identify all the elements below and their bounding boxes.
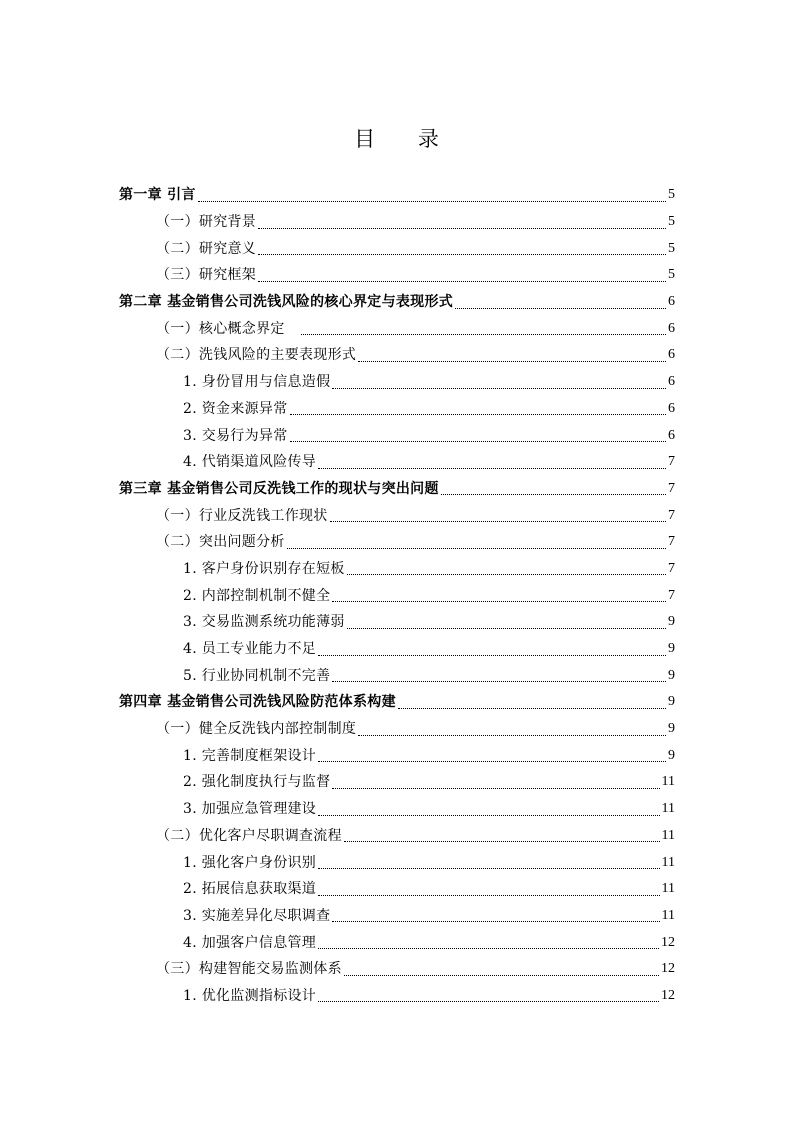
toc-page-number: 5 [668, 267, 675, 283]
toc-entry-label: 1. 强化客户身份识别 [183, 854, 317, 871]
toc-entry-label: （一）核心概念界定 [156, 320, 299, 337]
toc-dot-leader [198, 201, 666, 202]
toc-entry-label: （二）洗钱风险的主要表现形式 [156, 347, 357, 364]
toc-entry-label: 3. 实施差异化尽职调查 [183, 907, 331, 924]
toc-entry-label: 第四章 基金销售公司洗钱风险防范体系构建 [119, 694, 396, 711]
toc-subsection-entry[interactable] [119, 876, 675, 903]
toc-subsection-entry[interactable] [119, 582, 675, 609]
table-of-contents [119, 182, 675, 1009]
toc-page-number: 11 [661, 827, 675, 843]
toc-entry-label: 1. 客户身份识别存在短板 [183, 560, 345, 577]
toc-subsection-entry[interactable] [119, 983, 675, 1010]
toc-entry-label: （二）研究意义 [156, 240, 257, 257]
toc-dot-leader [332, 681, 666, 682]
toc-entry-label: （一）行业反洗钱工作现状 [156, 507, 328, 524]
toc-dot-leader [318, 815, 659, 816]
toc-page-number: 9 [668, 747, 675, 763]
toc-dot-leader [318, 1001, 659, 1002]
toc-dot-leader [398, 708, 666, 709]
toc-page-number: 6 [668, 427, 675, 443]
toc-page-number: 7 [668, 454, 675, 470]
toc-page-number: 11 [661, 774, 675, 790]
toc-entry-label: 2. 强化制度执行与监督 [183, 774, 331, 791]
toc-entry-label: 4. 代销渠道风险传导 [183, 454, 317, 471]
toc-dot-leader [332, 788, 659, 789]
toc-section-entry[interactable] [119, 956, 675, 983]
toc-page-number: 6 [668, 374, 675, 390]
toc-page-number: 5 [668, 214, 675, 230]
toc-dot-leader [287, 548, 666, 549]
toc-dot-leader [332, 601, 666, 602]
toc-section-entry[interactable] [119, 716, 675, 743]
toc-page-number: 5 [668, 240, 675, 256]
toc-subsection-entry[interactable] [119, 609, 675, 636]
toc-section-entry[interactable] [119, 342, 675, 369]
toc-dot-leader [290, 414, 666, 415]
toc-page-number: 11 [661, 881, 675, 897]
toc-page-number: 12 [661, 961, 675, 977]
toc-section-entry[interactable] [119, 823, 675, 850]
toc-entry-label: （三）研究框架 [156, 267, 257, 284]
toc-dot-leader [318, 868, 659, 869]
toc-subsection-entry[interactable] [119, 929, 675, 956]
page-title: 目 录 [354, 127, 457, 151]
toc-dot-leader [258, 228, 666, 229]
toc-section-entry[interactable] [119, 315, 675, 342]
toc-dot-leader [318, 655, 666, 656]
toc-dot-leader [441, 494, 666, 495]
toc-dot-leader [358, 735, 666, 736]
toc-entry-label: （一）研究背景 [156, 214, 257, 231]
toc-subsection-entry[interactable] [119, 796, 675, 823]
toc-page-number: 7 [668, 480, 675, 496]
toc-section-entry[interactable] [119, 529, 675, 556]
toc-dot-leader [344, 975, 659, 976]
toc-page-number: 7 [668, 587, 675, 603]
toc-section-entry[interactable] [119, 502, 675, 529]
toc-page-number: 9 [668, 667, 675, 683]
toc-dot-leader [344, 841, 660, 842]
toc-page-number: 11 [661, 907, 675, 923]
toc-subsection-entry[interactable] [119, 422, 675, 449]
toc-entry-label: 第三章 基金销售公司反洗钱工作的现状与突出问题 [119, 480, 439, 497]
toc-subsection-entry[interactable] [119, 396, 675, 423]
toc-section-entry[interactable] [119, 209, 675, 236]
toc-entry-label: （三）构建智能交易监测体系 [156, 961, 342, 978]
toc-chapter-entry[interactable] [119, 689, 675, 716]
toc-entry-label: 2. 拓展信息获取渠道 [183, 881, 317, 898]
toc-page-number: 11 [661, 801, 675, 817]
toc-page-number: 9 [668, 721, 675, 737]
toc-chapter-entry[interactable] [119, 476, 675, 503]
toc-page-number: 6 [668, 347, 675, 363]
toc-dot-leader [347, 628, 666, 629]
toc-entry-label: 1. 身份冒用与信息造假 [183, 374, 331, 391]
toc-page-number: 6 [668, 320, 675, 336]
toc-subsection-entry[interactable] [119, 556, 675, 583]
toc-page-number: 5 [668, 187, 675, 203]
toc-subsection-entry[interactable] [119, 369, 675, 396]
toc-entry-label: 1. 优化监测指标设计 [183, 987, 317, 1004]
toc-subsection-entry[interactable] [119, 636, 675, 663]
toc-dot-leader [332, 388, 666, 389]
toc-subsection-entry[interactable] [119, 662, 675, 689]
toc-entry-label: 1. 完善制度框架设计 [183, 747, 317, 764]
toc-dot-leader [318, 761, 666, 762]
toc-entry-label: 2. 内部控制机制不健全 [183, 587, 331, 604]
toc-dot-leader [330, 521, 666, 522]
toc-page-number: 9 [668, 641, 675, 657]
toc-dot-leader [455, 308, 666, 309]
toc-page-number: 7 [668, 507, 675, 523]
toc-subsection-entry[interactable] [119, 449, 675, 476]
toc-entry-label: 4. 加强客户信息管理 [183, 934, 317, 951]
toc-entry-label: 2. 资金来源异常 [183, 400, 288, 417]
toc-dot-leader [258, 281, 666, 282]
toc-subsection-entry[interactable] [119, 769, 675, 796]
toc-entry-label: 第一章 引言 [119, 187, 196, 204]
toc-entry-label: 3. 交易监测系统功能薄弱 [183, 614, 345, 631]
toc-entry-label: 3. 加强应急管理建设 [183, 801, 317, 818]
toc-page-number: 6 [668, 400, 675, 416]
toc-entry-label: 3. 交易行为异常 [183, 427, 288, 444]
toc-chapter-entry[interactable] [119, 182, 675, 209]
toc-page-number: 7 [668, 534, 675, 550]
toc-dot-leader [332, 921, 659, 922]
toc-page-number: 12 [661, 934, 675, 950]
toc-entry-label: （二）优化客户尽职调查流程 [156, 827, 342, 844]
toc-entry-label: 5. 行业协同机制不完善 [183, 667, 331, 684]
toc-section-entry[interactable] [119, 235, 675, 262]
toc-entry-label: （二）突出问题分析 [156, 534, 285, 551]
toc-page-number: 7 [668, 560, 675, 576]
toc-page-number: 11 [661, 854, 675, 870]
toc-entry-label: 第二章 基金销售公司洗钱风险的核心界定与表现形式 [119, 294, 454, 311]
toc-dot-leader [358, 361, 666, 362]
toc-page-number: 9 [668, 694, 675, 710]
toc-dot-leader [318, 895, 659, 896]
toc-dot-leader [290, 441, 666, 442]
toc-page-number: 9 [668, 614, 675, 630]
toc-page-number: 12 [661, 987, 675, 1003]
toc-dot-leader [318, 468, 666, 469]
toc-chapter-entry[interactable] [119, 289, 675, 316]
toc-dot-leader [301, 334, 666, 335]
toc-dot-leader [258, 254, 666, 255]
toc-subsection-entry[interactable] [119, 742, 675, 769]
toc-subsection-entry[interactable] [119, 903, 675, 930]
toc-entry-label: 4. 员工专业能力不足 [183, 641, 317, 658]
toc-dot-leader [347, 574, 666, 575]
toc-dot-leader [318, 948, 659, 949]
toc-subsection-entry[interactable] [119, 849, 675, 876]
toc-page-number: 6 [668, 294, 675, 310]
toc-entry-label: （一）健全反洗钱内部控制制度 [156, 721, 357, 738]
toc-section-entry[interactable] [119, 262, 675, 289]
